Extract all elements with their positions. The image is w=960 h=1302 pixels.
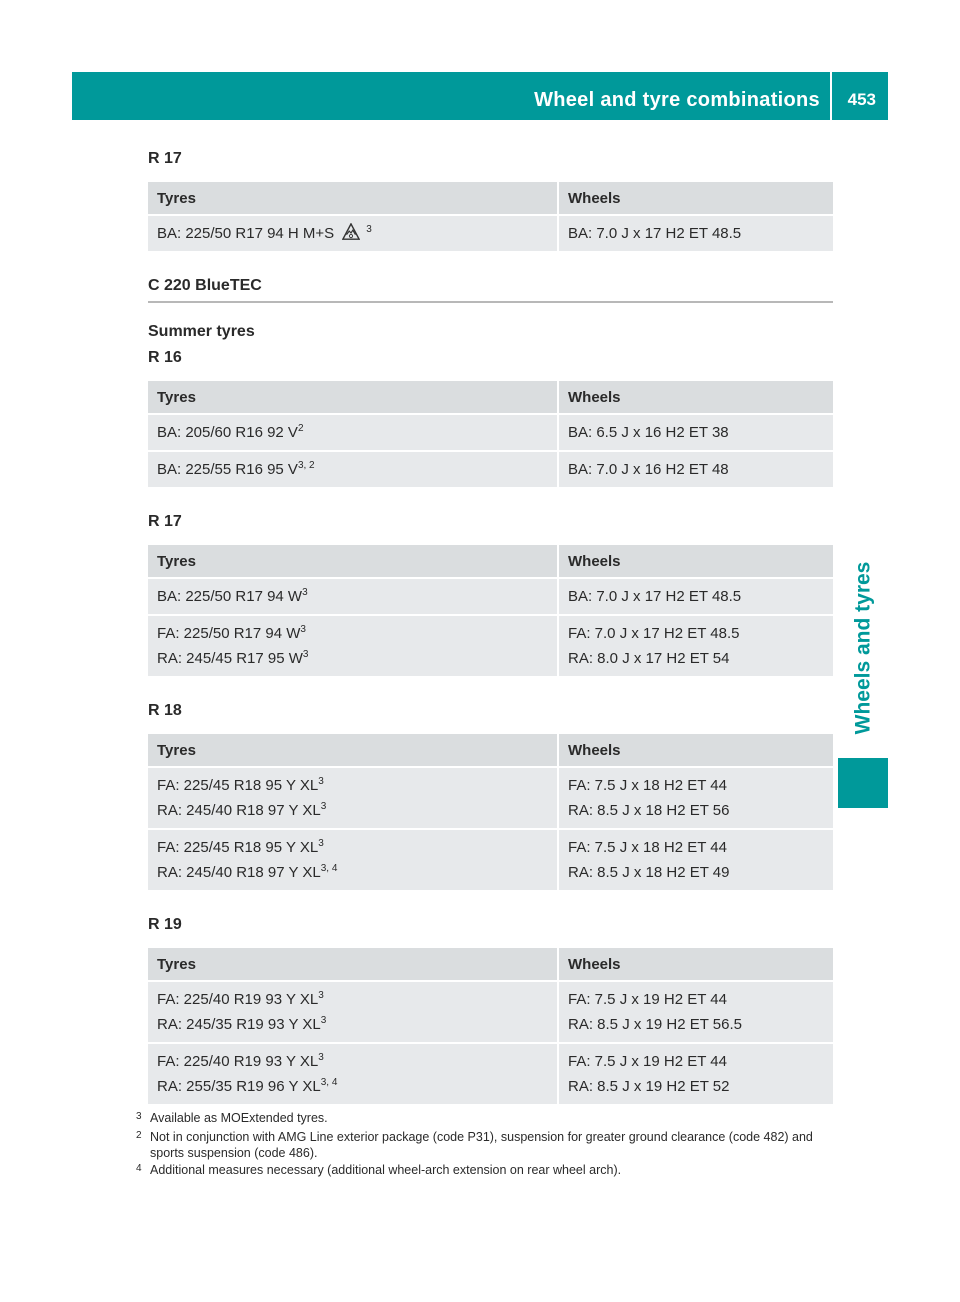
header-divider [830, 72, 832, 120]
table-r18 [148, 734, 833, 892]
footnote-ref: 3 [302, 649, 309, 660]
footnote-ref: 3, 4 [320, 863, 338, 874]
section-title-r19: R 19 [148, 916, 182, 933]
footnote-ref: 3 [318, 990, 324, 1001]
table-header-row [148, 948, 833, 981]
table-header-row [148, 734, 833, 767]
table-r17 [148, 545, 833, 678]
table-header-row [148, 545, 833, 578]
section-title-r17-top: R 17 [148, 150, 182, 167]
wheel-cell [558, 981, 833, 1043]
wheel-cell [558, 1043, 833, 1105]
wheel-spec: FA: 7.5 J x 19 H2 ET 44 [568, 1053, 727, 1070]
tyre-spec: FA: 225/50 R17 94 W [157, 625, 301, 642]
wheel-cell [558, 615, 833, 677]
table-row [148, 215, 833, 252]
wheel-spec: RA: 8.0 J x 17 H2 ET 54 [568, 650, 730, 667]
wheel-cell: BA: 6.5 J x 16 H2 ET 38 [558, 414, 833, 451]
wheel-spec: FA: 7.0 J x 17 H2 ET 48.5 [568, 625, 740, 642]
side-chapter-block [838, 758, 888, 808]
footnote-number: 4 [136, 1163, 142, 1174]
col-header-wheels: Wheels [558, 734, 833, 767]
col-header-wheels: Wheels [558, 182, 833, 215]
footnotes [136, 1110, 836, 1178]
tyre-spec: RA: 245/40 R18 97 Y XL [157, 864, 321, 881]
footnote-ref: 3 [366, 224, 372, 235]
wheel-cell [558, 767, 833, 829]
table-row [148, 829, 833, 891]
col-header-tyres: Tyres [148, 182, 558, 215]
footnote-ref: 3 [302, 587, 308, 598]
tyre-cell [148, 615, 558, 677]
side-chapter-label: Wheels and tyres [851, 561, 875, 735]
footnote-ref: 3 [318, 838, 324, 849]
wheel-spec: RA: 8.5 J x 18 H2 ET 56 [568, 802, 730, 819]
col-header-tyres: Tyres [148, 545, 558, 578]
tyre-spec: RA: 245/35 R19 93 Y XL [157, 1016, 321, 1033]
col-header-tyres: Tyres [148, 734, 558, 767]
table-row [148, 615, 833, 677]
footnote-ref: 3 [320, 1015, 327, 1026]
wheel-cell: BA: 7.0 J x 17 H2 ET 48.5 [558, 578, 833, 615]
table-header-row [148, 182, 833, 215]
tyre-spec: FA: 225/45 R18 95 Y XL [157, 839, 319, 856]
tyre-cell [148, 829, 558, 891]
page-content [148, 150, 833, 1106]
wheel-spec: RA: 8.5 J x 19 H2 ET 52 [568, 1078, 730, 1095]
footnote-ref: 3 [318, 776, 324, 787]
tyre-spec: RA: 255/35 R19 96 Y XL [157, 1078, 321, 1095]
table-row [148, 1043, 833, 1105]
footnote-text: Not in conjunction with AMG Line exterior package (code P31), suspension for greater ground clearance (code 482) and sports suspension (code 486). [150, 1130, 813, 1160]
tyre-spec: RA: 245/40 R18 97 Y XL [157, 802, 321, 819]
wheel-spec: FA: 7.5 J x 18 H2 ET 44 [568, 777, 727, 794]
tyre-cell [148, 414, 558, 451]
wheel-cell: BA: 7.0 J x 16 H2 ET 48 [558, 451, 833, 488]
table-row [148, 414, 833, 451]
wheel-spec: FA: 7.5 J x 18 H2 ET 44 [568, 839, 727, 856]
tyre-spec: BA: 225/55 R16 95 V [157, 461, 298, 478]
footnote [136, 1162, 836, 1178]
header-title: Wheel and tyre combinations [534, 89, 820, 111]
wheel-spec: FA: 7.5 J x 19 H2 ET 44 [568, 991, 727, 1008]
page-number: 453 [847, 90, 876, 109]
footnote-ref: 3, 2 [297, 460, 315, 471]
summer-tyres-title: Summer tyres [148, 323, 255, 340]
tyre-spec: FA: 225/40 R19 93 Y XL [157, 1053, 319, 1070]
table-r19 [148, 948, 833, 1106]
footnote-text: Additional measures necessary (additional wheel-arch extension on rear wheel arch). [150, 1163, 622, 1177]
wheel-cell: BA: 7.0 J x 17 H2 ET 48.5 [558, 215, 833, 252]
footnote-number: 3 [136, 1111, 142, 1122]
footnote-ref: 3, 4 [320, 1077, 338, 1088]
wheel-cell [558, 829, 833, 891]
footnote-ref: 3 [320, 801, 327, 812]
footnote-ref: 3 [318, 1052, 324, 1063]
tyre-cell [148, 578, 558, 615]
col-header-tyres: Tyres [148, 948, 558, 981]
table-row [148, 981, 833, 1043]
table-r17-top [148, 182, 833, 253]
footnote-number: 2 [136, 1130, 142, 1141]
section-title-r17: R 17 [148, 513, 182, 530]
footnote [136, 1129, 836, 1161]
wheel-spec: RA: 8.5 J x 18 H2 ET 49 [568, 864, 730, 881]
model-heading: C 220 BlueTEC [148, 277, 833, 303]
section-title-r16: R 16 [148, 349, 182, 366]
tyre-spec: FA: 225/45 R18 95 Y XL [157, 777, 319, 794]
tyre-spec: BA: 205/60 R16 92 V [157, 424, 298, 441]
col-header-wheels: Wheels [558, 545, 833, 578]
section-title-r18: R 18 [148, 702, 182, 719]
tyre-spec: FA: 225/40 R19 93 Y XL [157, 991, 319, 1008]
tyre-spec: RA: 245/45 R17 95 W [157, 650, 303, 667]
tyre-spec: BA: 225/50 R17 94 W [157, 588, 303, 605]
side-chapter-tab [838, 548, 888, 748]
footnote-ref: 2 [297, 423, 304, 434]
footnote-text: Available as MOExtended tyres. [150, 1111, 328, 1125]
footnote-ref: 3 [300, 624, 306, 635]
wheel-spec: RA: 8.5 J x 19 H2 ET 56.5 [568, 1016, 742, 1033]
tyre-cell [148, 981, 558, 1043]
tyre-spec: BA: 225/50 R17 94 H M+S [157, 225, 335, 242]
tyre-cell [148, 215, 558, 252]
table-row [148, 451, 833, 488]
tyre-cell [148, 767, 558, 829]
table-header-row [148, 381, 833, 414]
table-row [148, 578, 833, 615]
col-header-tyres: Tyres [148, 381, 558, 414]
col-header-wheels: Wheels [558, 381, 833, 414]
table-row [148, 767, 833, 829]
tyre-cell [148, 1043, 558, 1105]
col-header-wheels: Wheels [558, 948, 833, 981]
footnote [136, 1110, 836, 1126]
page-header [72, 72, 888, 120]
tyre-cell [148, 451, 558, 488]
table-r16 [148, 381, 833, 489]
mountain-snowflake-icon [342, 223, 360, 241]
